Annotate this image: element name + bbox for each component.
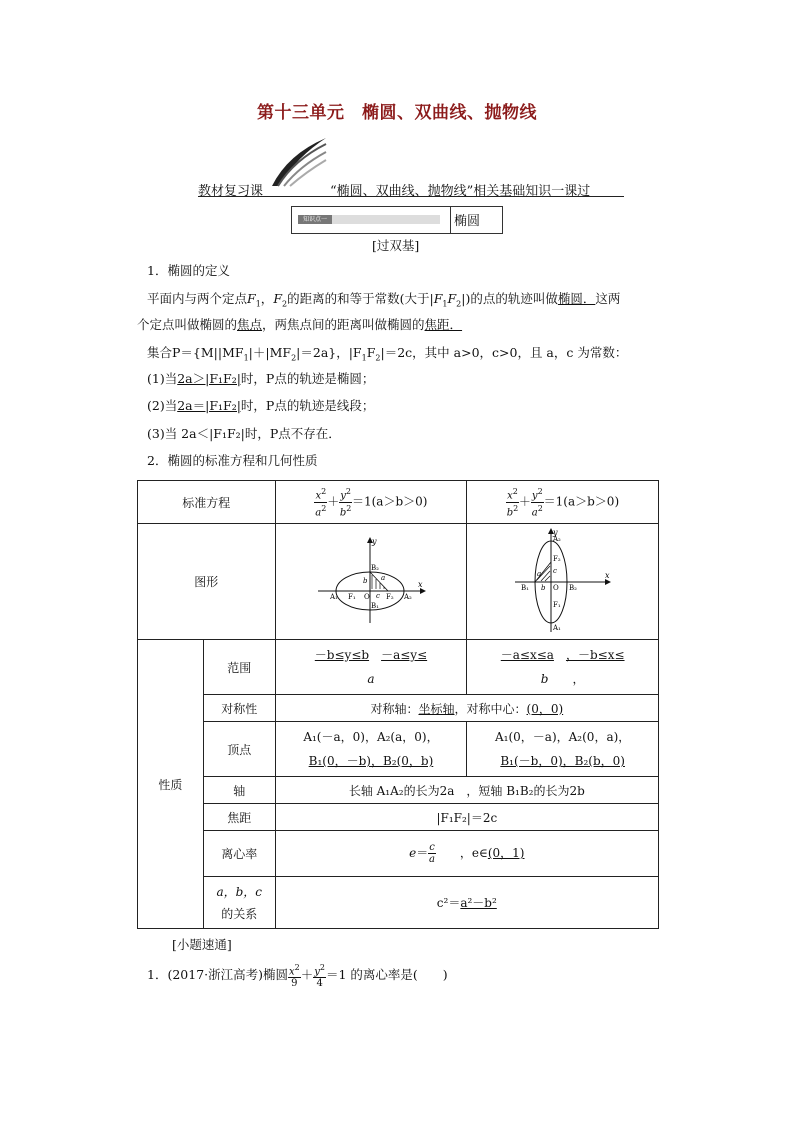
prop-axis-label: 轴 [203,777,275,804]
range-horizontal: －b≤y≤b －a≤y≤ a [275,640,467,695]
knowledge-point-tag: 知识点一 [298,215,332,224]
page-title: 第十三单元 椭圆、双曲线、抛物线 [257,103,537,123]
section-tag: [过双基] [372,238,420,253]
svg-text:B₂: B₂ [568,584,577,592]
table-row [138,524,659,640]
s2-heading: 2．椭圆的标准方程和几何性质 [147,453,318,468]
svg-text:y: y [371,537,377,546]
svg-text:O: O [552,584,559,592]
definition-line-2: 个定点叫做椭圆的焦点，两焦点间的距离叫做椭圆的焦距． [137,317,463,332]
row-label-prop: 性质 [138,640,204,929]
table-row [138,804,659,831]
prop-focal-label: 焦距 [203,804,275,831]
svg-text:O: O [363,593,370,601]
svg-text:x: x [604,571,610,580]
svg-text:B₂: B₂ [370,564,379,572]
axis-value: 长轴 A₁A₂的长为2a ，短轴 B₁B₂的长为2b [275,777,658,804]
prop-sym-label: 对称性 [203,695,275,722]
svg-text:y: y [552,528,558,537]
std-eq-vertical: $\frac{x^2}{b^2}$ ＋ $\frac{y^2}{a^2}$ ＝1(a＞b＞0) [467,481,659,524]
case-1: (1)当2a＞|F₁F₂|时，P点的轨迹是椭圆； [147,371,375,386]
ellipse-properties-table [137,480,659,929]
banner-course-type: 教材复习课 [198,184,264,199]
vertex-horizontal: A₁(－a，0)，A₂(a，0)， B₁(0，－b)，B₂(0，b) [275,722,467,777]
prop-ecc-label: 离心率 [203,831,275,877]
ecc-value: e＝ $\frac{c}{a}$ ，e∈(0，1) [275,831,658,877]
vertex-vertical: A₁(0，－a)，A₂(0，a)， B₁(－b，0)，B₂(b，0) [467,722,659,777]
svg-text:B₁: B₁ [370,602,379,610]
table-row [138,481,659,524]
range-vertical: －a≤x≤a ，－b≤x≤ b ， [467,640,659,695]
svg-text:A₁: A₁ [329,593,338,601]
svg-text:A₂: A₂ [403,593,412,601]
case-2: (2)当2a＝|F₁F₂|时，P点的轨迹是线段； [147,398,375,413]
ellipse-term: 椭圆． [557,291,596,306]
svg-text:c: c [552,567,557,575]
table-row [138,877,659,929]
row-label-std: 标准方程 [138,481,276,524]
sym-value: 对称轴：坐标轴，对称中心：(0，0) [275,695,658,722]
banner-subtitle: “椭圆、双曲线、抛物线”相关基础知识一课过 [330,184,591,199]
table-row [138,695,659,722]
figure-vertical [467,524,659,640]
svg-text:B₁: B₁ [520,584,529,592]
svg-text:a: a [536,570,541,578]
svg-text:A₁: A₁ [552,624,561,632]
set-definition: 集合$P=\{M||MF_1|+|MF_2|=2a\}$，$|F_1F_2|=2c$，其中 a>0，c>0，且 a，c 为常数： [147,345,628,363]
relation-value: c²＝a²－b² [275,877,658,929]
table-row [138,831,659,877]
svg-text:b: b [362,577,368,585]
svg-text:F₂: F₂ [552,555,561,563]
focal-value: |F₁F₂|＝2c [275,804,658,831]
prop-range-label: 范围 [203,640,275,695]
case-3: (3)当 2a＜|F₁F₂|时，P点不存在． [147,426,341,441]
svg-text:F₁: F₁ [347,593,356,601]
knowledge-point-box [291,206,503,234]
svg-text:c: c [375,592,380,600]
table-row [138,722,659,777]
svg-text:F₂: F₂ [385,593,394,601]
table-row [138,640,659,695]
std-eq-horizontal: $\frac{x^2}{a^2}$ ＋ $\frac{y^2}{b^2}$ ＝1(a＞b＞0) [275,481,467,524]
horizontal-ellipse-figure [316,535,426,625]
s1-heading: 1．椭圆的定义 [147,263,230,278]
banner-divider [198,196,624,197]
feather-decoration-icon [268,134,330,190]
row-label-fig: 图形 [138,524,276,640]
svg-text:A₂: A₂ [552,535,561,543]
quick-practice-tag: [小题速通] [172,937,232,952]
definition-line-1: 平面内与两个定点$F_1$，$F_2$的距离的和等于常数(大于$|F_1F_2|$)的点的轨迹叫做椭圆．这两 [147,291,621,309]
prop-vertex-label: 顶点 [203,722,275,777]
knowledge-point-name: 椭圆 [454,214,481,229]
svg-text:x: x [417,580,423,589]
figure-horizontal [275,524,467,640]
vertical-ellipse-figure [513,526,613,634]
svg-text:b: b [540,584,546,592]
table-row [138,777,659,804]
prop-relation-label: a，b，c 的关系 [203,877,275,929]
question-1: 1．(2017·浙江高考)椭圆 $\frac{x^2}{9}$ ＋ $\frac{y^2}{4}$ ＝1 的离心率是( ) [147,963,448,990]
svg-text:a: a [380,574,386,582]
svg-text:F₁: F₁ [552,601,561,609]
